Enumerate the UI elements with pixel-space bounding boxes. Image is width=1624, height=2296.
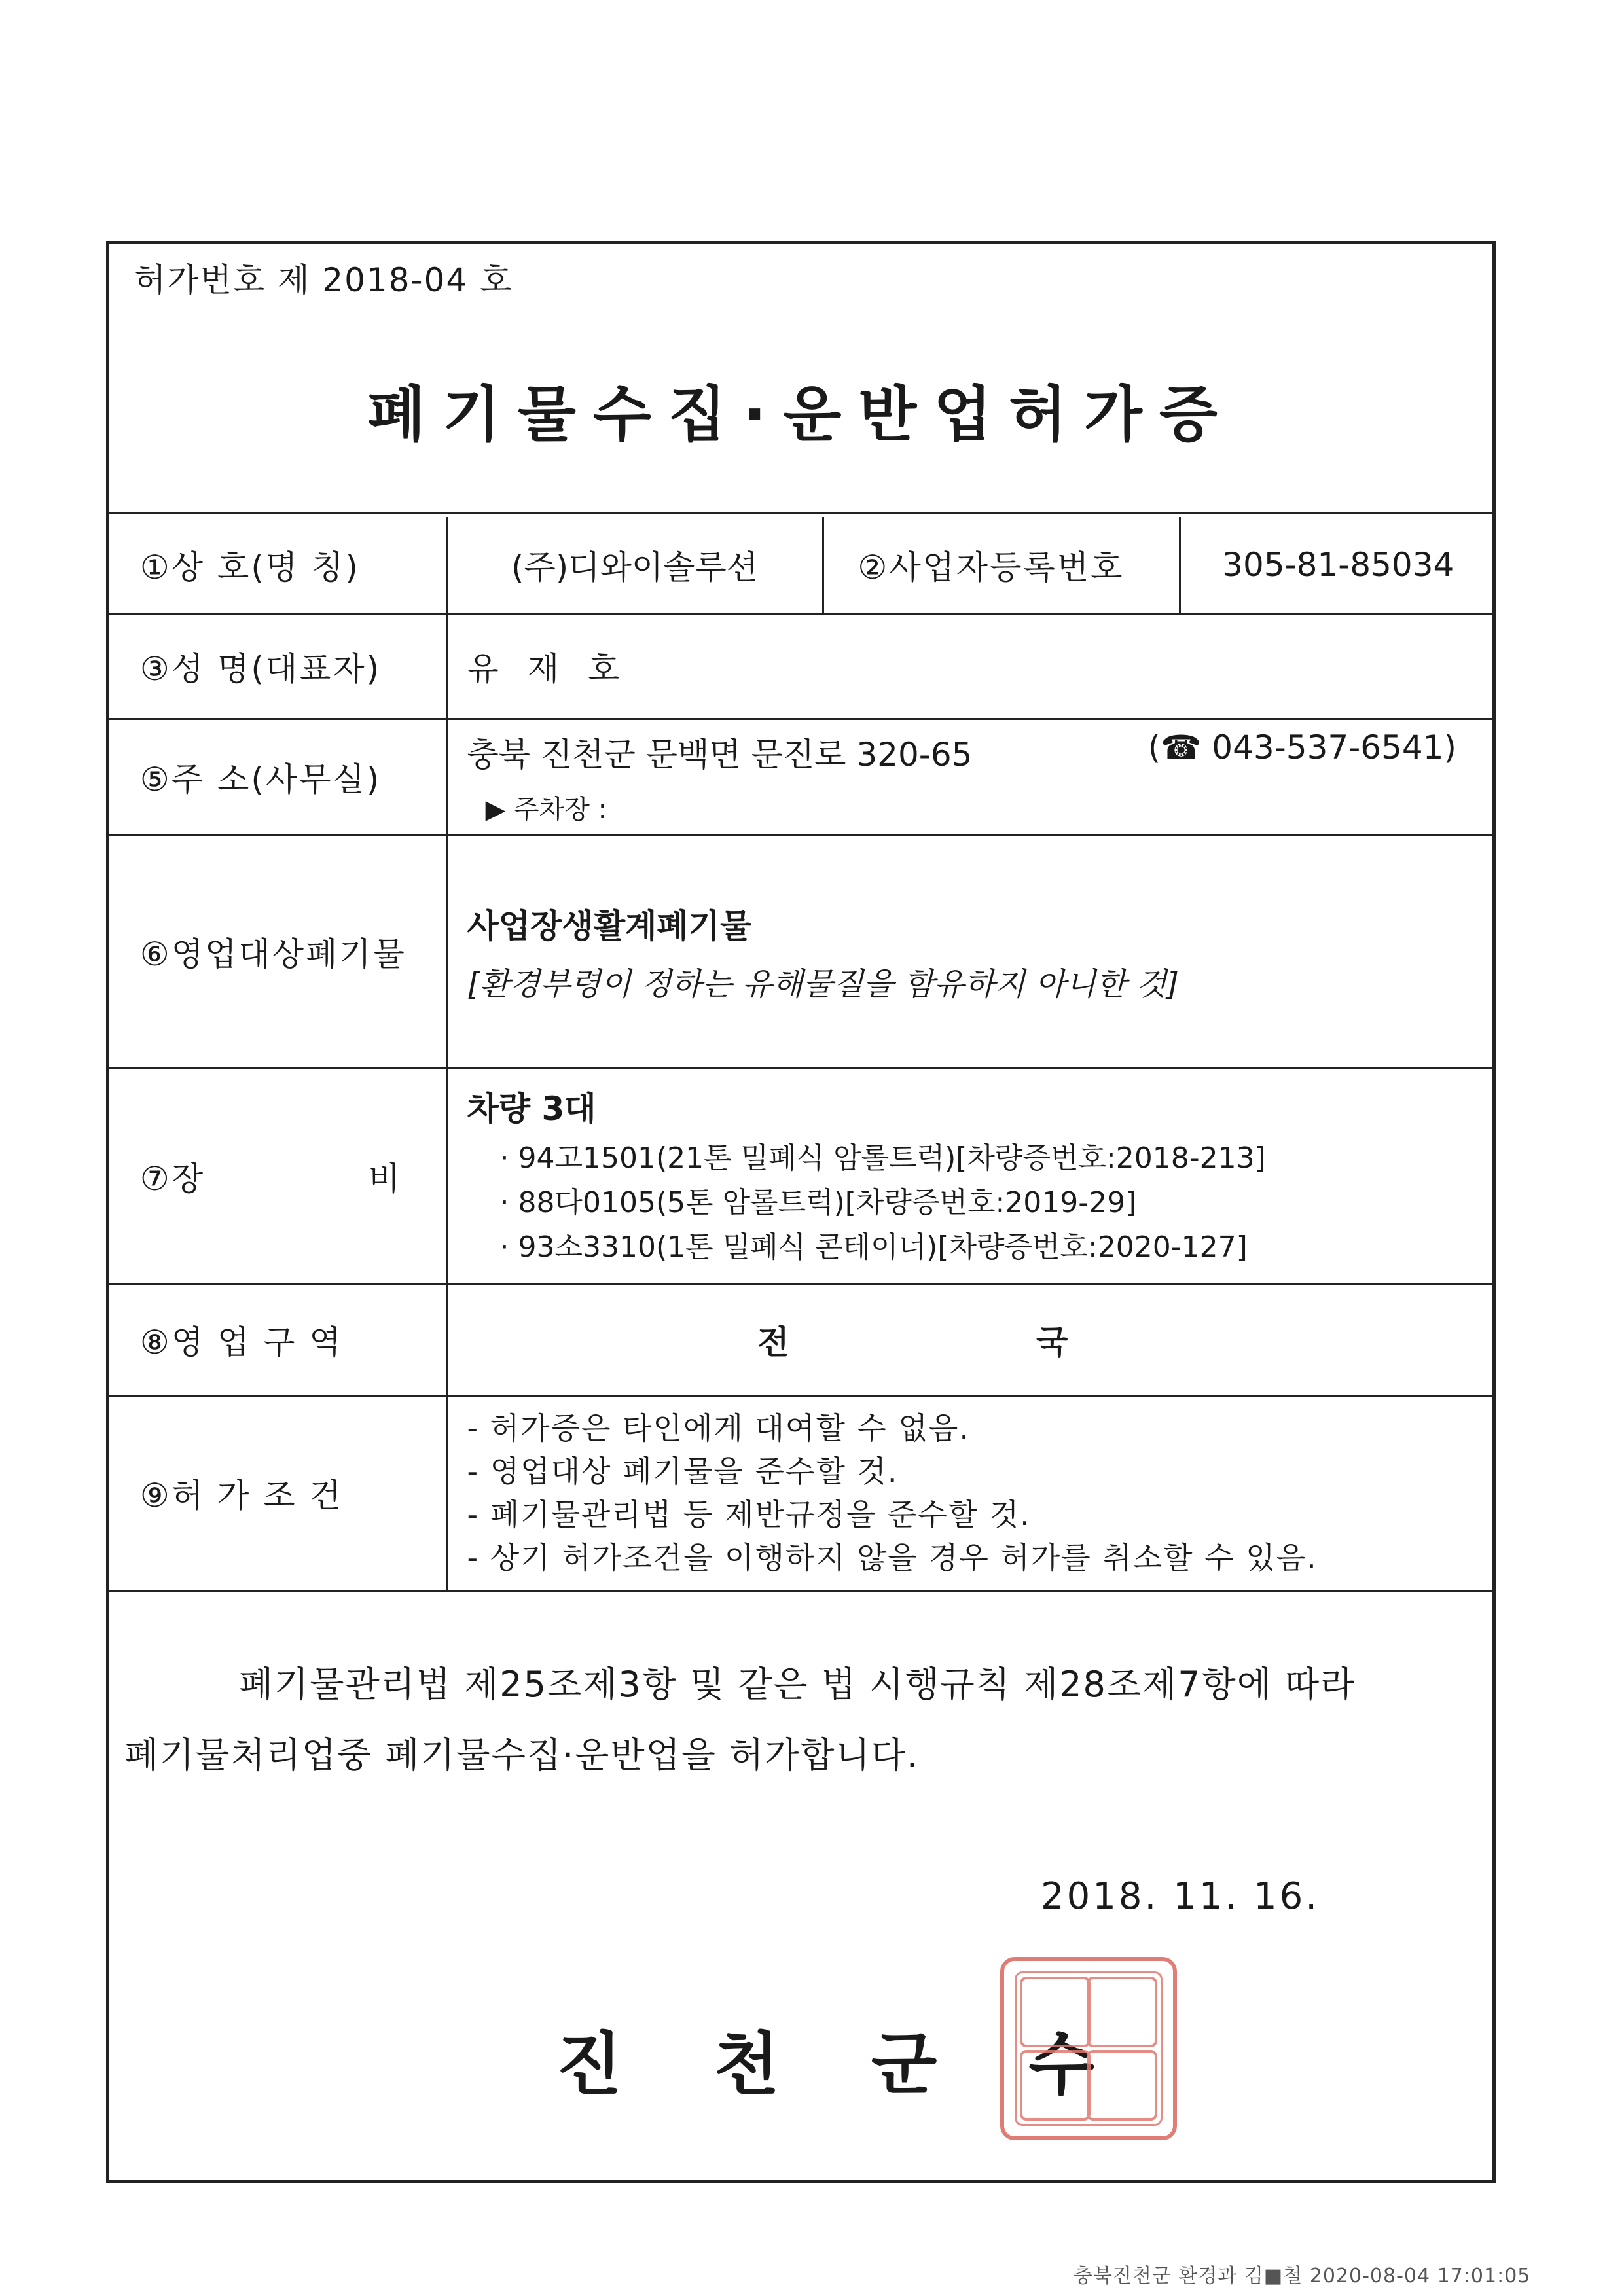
equip-label-b: 비 [368, 1160, 402, 1198]
vehicle-item: · 88다0105(5톤 암롤트럭)[차량증번호:2019-29] [499, 1186, 1137, 1219]
statement-line-1: 폐기물관리법 제25조제3항 및 같은 법 시행규칙 제28조제7항에 따라 [239, 1664, 1356, 1705]
condition-item: - 상기 허가조건을 이행하지 않을 경우 허가를 취소할 수 있음. [467, 1540, 1318, 1575]
cond-cell [446, 1395, 1496, 1590]
addr-parking: ▶ 주차장 : [485, 794, 607, 825]
company-value: (주)디와이솔루션 [446, 517, 823, 614]
addr-cell [446, 719, 1496, 835]
row-company [106, 517, 1496, 614]
row-area [106, 1284, 1496, 1395]
equip-count: 차량 3대 [467, 1090, 596, 1128]
row-conditions [106, 1395, 1496, 1590]
area-value: 전 국 [446, 1284, 1496, 1395]
condition-item: - 영업대상 폐기물을 준수할 것. [467, 1454, 899, 1489]
title-divider [106, 512, 1496, 514]
print-footer: 충북진천군 환경과 김■철 2020-08-04 17:01:05 [1074, 2265, 1531, 2287]
row-representative [106, 614, 1496, 719]
addr-value: 충북 진천군 문백면 문진로 320-65 [467, 735, 973, 774]
permit-statement [124, 1649, 1473, 1791]
condition-item: - 허가증은 타인에게 대여할 수 없음. [467, 1410, 970, 1446]
rep-value: 유 재 호 [446, 614, 1496, 719]
area-label: ⑧영 업 구 역 [106, 1284, 446, 1395]
bizno-label: ②사업자등록번호 [823, 517, 1180, 614]
vehicle-item: · 93소3310(1톤 밀폐식 콘테이너)[차량증번호:2020-127] [499, 1230, 1248, 1264]
statement-line-2: 폐기물처리업중 폐기물수집·운반업을 허가합니다. [124, 1734, 920, 1776]
equip-cell [446, 1068, 1496, 1284]
document-title: 폐기물수집·운반업허가증 [367, 380, 1235, 450]
row-address [106, 719, 1496, 835]
issue-date: 2018. 11. 16. [1041, 1875, 1320, 1918]
permit-table [106, 517, 1496, 1592]
equip-label-a: ⑦장 [140, 1160, 206, 1198]
waste-note: [환경부령이 정하는 유해물질을 함유하지 아니한 것] [467, 965, 1179, 1003]
waste-label: ⑥영업대상폐기물 [106, 835, 446, 1068]
cond-label: ⑨허 가 조 건 [106, 1395, 446, 1590]
vehicle-item: · 94고1501(21톤 밀폐식 암롤트럭)[차량증번호:2018-213] [499, 1141, 1266, 1175]
row-equipment [106, 1068, 1496, 1284]
rep-label: ③성 명(대표자) [106, 614, 446, 719]
waste-value: 사업장생활계폐기물 [467, 906, 752, 945]
official-seal [1000, 1957, 1177, 2140]
row-waste [106, 835, 1496, 1068]
addr-label: ⑤주 소(사무실) [106, 719, 446, 835]
bizno-value: 305-81-85034 [1180, 517, 1496, 614]
addr-phone: (☎ 043-537-6541) [1147, 728, 1456, 766]
permit-number: 허가번호 제 2018-04 호 [134, 261, 513, 299]
equip-label [106, 1068, 446, 1284]
condition-item: - 폐기물관리법 등 제반규정을 준수할 것. [467, 1497, 1031, 1532]
issuer-name: 진천군수 [556, 2024, 1186, 2104]
company-label: ①상 호(명 칭) [106, 517, 446, 614]
waste-cell [446, 835, 1496, 1068]
